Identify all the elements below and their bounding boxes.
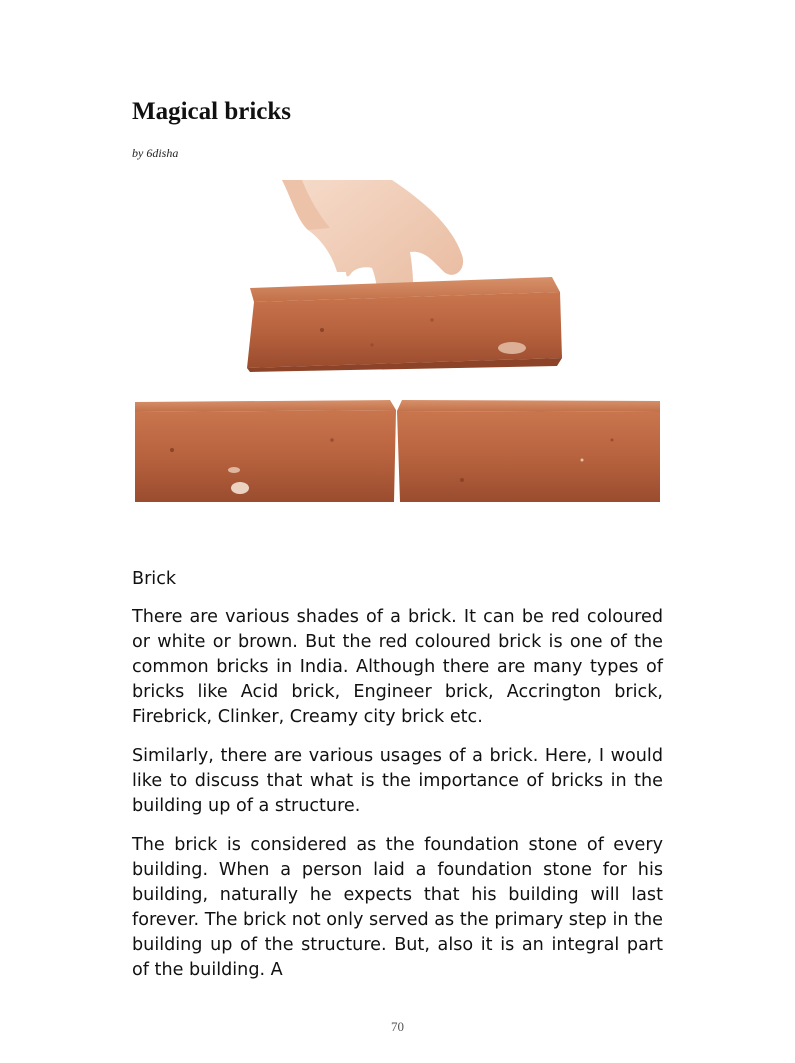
bricks-photo — [132, 180, 662, 515]
lower-left-brick — [135, 400, 396, 502]
article-title: Magical bricks — [132, 98, 292, 125]
paragraph: Similarly, there are various usages of a brick. Here, I would like to discuss that what is the importance of bricks in the building up of a structure. — [132, 746, 663, 816]
article-byline: by 6disha — [132, 146, 179, 160]
section-heading: Brick — [132, 569, 177, 589]
upper-brick — [247, 277, 562, 372]
paragraph: There are various shades of a brick. It can be red coloured or white or brown. But the red coloured brick is one of the common bricks in India. Although there are many types of bricks like Acid brick, Engineer brick, Accrington brick, Firebrick, Clinker, Creamy city brick etc. — [132, 607, 663, 727]
page-number: 70 — [391, 1019, 404, 1034]
lower-right-brick — [397, 400, 660, 502]
article-body — [132, 567, 663, 997]
paragraph: The brick is considered as the foundation stone of every building. When a person laid a foundation stone for his building, naturally he expects that his building will last forever. The brick not only served as the primary step in the building up of the structure. But, also it is an integral part of the building. A — [132, 835, 663, 980]
